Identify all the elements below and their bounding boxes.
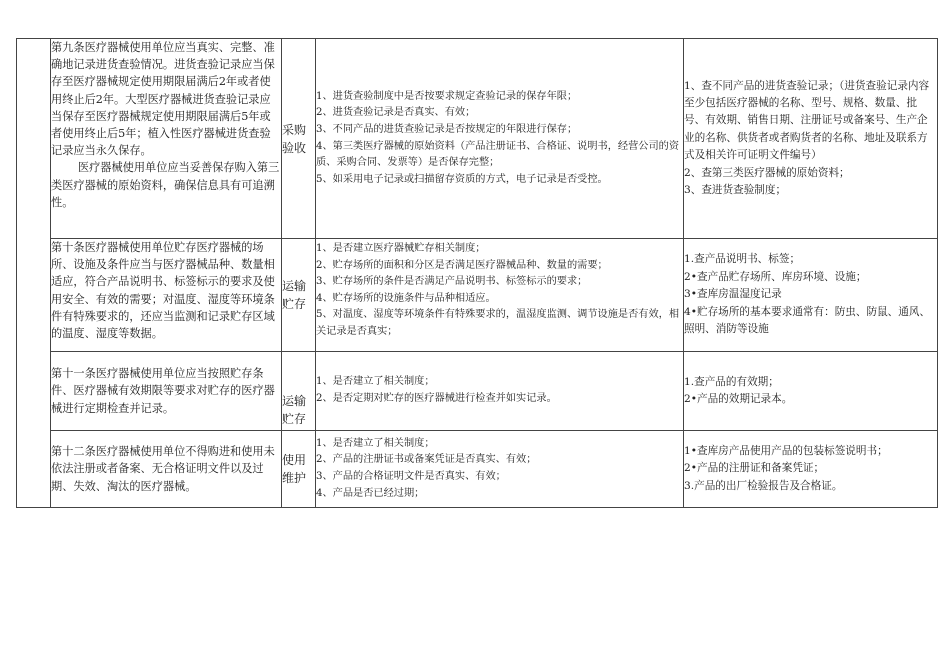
clause-cell xyxy=(51,431,282,508)
method-item: 2•产品的效期记录本。 xyxy=(684,393,793,405)
content-item: 3、贮存场所的条件是否满足产品说明书、标签标示的要求； xyxy=(316,276,588,288)
method-item: 2•产品的注册证和备案凭证； xyxy=(684,462,825,475)
method-item: 1.查产品说明书、标签； xyxy=(684,253,801,266)
content-item: 2、产品的注册证书或备案凭证是否真实、有效； xyxy=(316,454,537,466)
category-cell: 使用维护 xyxy=(282,431,316,508)
category-cell: 运输贮存 xyxy=(282,239,316,352)
table-row xyxy=(17,431,938,508)
content-item: 1、是否建立医疗器械贮存相关制度； xyxy=(316,243,486,254)
content-cell xyxy=(316,39,684,239)
content-item: 4、贮存场所的设施条件与品种相适应。 xyxy=(316,292,496,304)
content-item: 3、产品的合格证明文件是否真实、有效； xyxy=(316,471,506,482)
clause-text: 第十一条医疗器械使用单位应当按照贮存条件、医疗器械有效期限等要求对贮存的医疗器械进行定期检查并记录。 xyxy=(51,367,275,415)
inspection-table xyxy=(16,38,938,508)
method-item: 2•查产品贮存场所、库房环境、设施； xyxy=(684,270,867,283)
category-cell: 运输贮存 xyxy=(282,352,316,431)
content-cell xyxy=(316,431,684,508)
table-row xyxy=(17,39,938,239)
method-cell xyxy=(684,431,938,508)
content-item: 5、如采用电子记录或扫描留存资质的方式，电子记录是否受控。 xyxy=(316,173,608,185)
clause-text: 第十二条医疗器械使用单位不得购进和使用未依法注册或者备案、无合格证明文件以及过期、失效、淘汰的医疗器械。 xyxy=(51,445,275,493)
method-cell xyxy=(684,239,938,352)
content-item: 1、是否建立了相关制度； xyxy=(316,376,435,388)
content-item: 1、是否建立了相关制度； xyxy=(316,437,435,449)
method-item: 3.产品的出厂检验报告及合格证。 xyxy=(684,479,843,492)
content-item: 1、进货查验制度中是否按要求规定查验记录的保存年限； xyxy=(316,90,578,102)
content-item: 5、对温度、湿度等环境条件有特殊要求的，温湿度监测、调节设施是否有效，相关记录是否真实； xyxy=(316,309,680,337)
table-row xyxy=(17,352,938,431)
content-item: 3、不同产品的进货查验记录是否按规定的年限进行保存； xyxy=(316,123,578,135)
clause-text: 第十条医疗器械使用单位贮存医疗器械的场所、设施及条件应当与医疗器械品种、数量相适应，符合产品说明书、标签标示的要求及使用安全、有效的需要；对温度、湿度等环境条件有特殊要求的，还应当监测和记录贮存区域的温度、湿度等数据。 xyxy=(51,241,275,341)
content-item: 4、第三类医疗器械的原始资料（产品注册证书、合格证、说明书，经营公司的资质、采购合同、发票等）是否保存完整； xyxy=(316,140,680,169)
content-cell xyxy=(316,352,684,431)
left-margin-cell xyxy=(17,39,51,508)
clause-cell xyxy=(51,352,282,431)
method-cell xyxy=(684,39,938,239)
method-item: 1.查产品的有效期； xyxy=(684,375,779,388)
clause-text: 医疗器械使用单位应当妥善保存购入第三类医疗器械的原始资料，确保信息具有可追溯性。 xyxy=(51,161,280,209)
content-item: 4、产品是否已经过期； xyxy=(316,487,425,499)
method-item: 2、查第三类医疗器械的原始资料； xyxy=(684,166,850,179)
method-cell xyxy=(684,352,938,431)
content-item: 2、是否定期对贮存的医疗器械进行检查并如实记录。 xyxy=(316,393,557,404)
method-item: 3、查进货查验制度； xyxy=(684,184,787,197)
content-item: 2、贮存场所的面积和分区是否满足医疗器械品种、数量的需要； xyxy=(316,259,608,271)
table-row xyxy=(17,239,938,352)
clause-cell xyxy=(51,239,282,352)
clause-cell xyxy=(51,39,282,239)
content-item: 2、进货查验记录是否真实、有效； xyxy=(316,107,476,119)
clause-text: 第九条医疗器械使用单位应当真实、完整、准确地记录进货查验情况。进货查验记录应当保存至医疗器械规定使用期限届满后2年或者使用终止后2年。大型医疗器械进货查验记录应当保存至医疗器械规定使用期限届满后5年或者使用终止后5年；植入性医疗器械进货查验记录应当永久保存。 xyxy=(51,41,275,158)
category-cell: 采购验收 xyxy=(282,39,316,239)
method-item: 1、查不同产品的进货查验记录；（进货查验记录内容至少包括医疗器械的名称、型号、规格、数量、批号、有效期、销售日期、注册证号或备案号、生产企业的名称、供货者或者购货者的名称、地址及联系方式及相关许可证明文件编号） xyxy=(684,79,930,162)
content-cell xyxy=(316,239,684,352)
method-item: 4•贮存场所的基本要求通常有：防虫、防鼠、通风、照明、消防等设施 xyxy=(684,305,931,336)
method-item: 3•查库房温湿度记录 xyxy=(684,288,782,301)
method-item: 1•查库房产品使用产品的包装标签说明书； xyxy=(684,444,888,457)
